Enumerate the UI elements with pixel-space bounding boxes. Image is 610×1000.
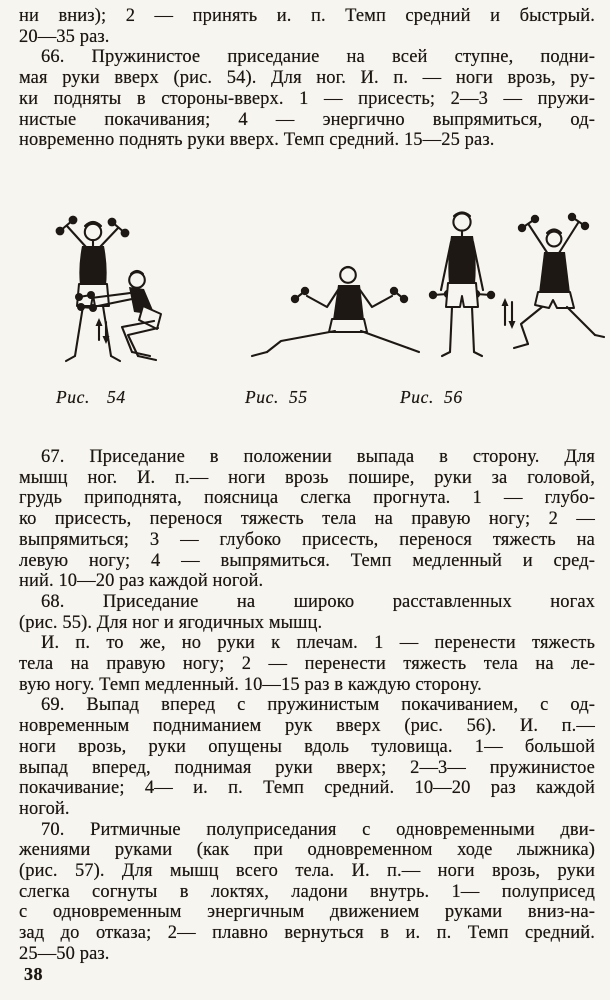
text-line: (рис. 57). Для мышц всего тела. И. п.— ноги врозь, руки [19,861,595,882]
text-line: 68. Приседание на широко расставленных ногах [41,591,595,612]
text-line: И. п. то же, но руки к плечам. 1 — перенести тяжесть [41,633,595,654]
paragraph [19,447,595,592]
text-line: тела на правую ногу; 2 — перенести тяжесть тела на ле- [19,654,595,675]
paragraph [19,6,595,47]
figure-56-exercise-illustration [420,205,605,365]
text-line: ко присесть, перенося тяжесть тела на правую ногу; 2 — [19,509,595,530]
up-down-arrow-icon [502,298,516,329]
text-line: ноги врозь, руки опущены вдоль туловища. 1— большой [19,736,595,757]
figure-caption-label: Рис. [400,387,434,407]
text-line: 20—35 раз. [19,26,110,47]
text-line: с одновременным энергичным движением руками вниз-на- [19,902,595,923]
text-line: вую ногу. Темп медленный. 10—15 раз в каждую сторону. [19,674,482,695]
paragraph [19,820,595,965]
text-line: (рис. 55). Для ног и ягодичных мышц. [19,612,323,633]
figure-caption-number: 55 [288,387,308,407]
text-line: 66. Пружинистое приседание на всей ступне, подни- [41,47,595,68]
text-line: грудь приподнята, поясница слегка прогнута. 1 — глубо- [19,488,595,509]
text-line: новременным подниманием рук вверх (рис. 56). И. п.— [19,716,595,737]
figure-54-exercise-illustration [30,195,240,370]
text-line: мая руки вверх (рис. 54). Для ног. И. п. — ноги врозь, ру- [19,68,595,89]
text-line: новременно поднять руки вверх. Темп средний. 15—25 раз. [19,130,495,151]
text-line: ни вниз); 2 — принять и. п. Темп средний и быстрый. [19,6,595,26]
text-line: 25—50 раз. [19,943,110,964]
figure-55-caption [245,387,308,408]
figure-caption-label: Рис. [245,387,279,407]
text-line: покачивание; 4— и. п. Темп средний. 10—20 раз каждой [19,778,595,799]
text-line: ний. 10—20 раз каждой ногой. [19,571,264,592]
figure-54-caption [56,387,126,408]
text-line: ки подняты в стороны-вверх. 1 — присесть; 2—3 — пружи- [19,88,595,109]
figures-row [0,150,610,447]
text-line: нистые покачивания; 4 — энергично выпрямиться, од- [19,109,595,130]
figure-55-exercise-illustration [245,245,420,365]
text-line: мышц ног. И. п.— ноги врозь пошире, руки за головой, [19,467,595,488]
paragraph [19,695,595,819]
text-line: ногой. [19,798,70,819]
text-line: слегка согнуты в локтях, ладони внутрь. 1— полуприсед [19,881,595,902]
text-line: зад до отказа; 2— плавно вернуться в и. п. Темп средний. [19,923,595,944]
text-line: жениями руками (как при одновременном ходе лыжника) [19,840,595,861]
text-block-bottom [19,447,595,965]
figure-caption-number: 54 [106,387,126,407]
figure-56-caption [400,387,463,408]
paragraph [19,592,595,633]
text-line: 70. Ритмичные полуприседания с одновременными дви- [41,819,595,840]
paragraph [19,47,595,151]
paragraph [19,633,595,695]
text-line: выпад вперед, поднимая руки вверх; 2—3— пружинистое [19,757,595,778]
figure-caption-number: 56 [443,387,463,407]
text-line: 69. Выпад вперед с пружинистым покачиванием, с од- [41,695,595,716]
text-block-top [19,6,595,151]
text-line: 67. Приседание в положении выпада в сторону. Для [41,447,595,467]
page-number: 38 [24,964,43,984]
figure-caption-label: Рис. [56,387,90,407]
text-line: левую ногу; 4 — выпрямиться. Темп медленный и сред- [19,550,595,571]
text-line: выпрямиться; 3 — глубоко присесть, перенося тяжесть на [19,529,595,550]
